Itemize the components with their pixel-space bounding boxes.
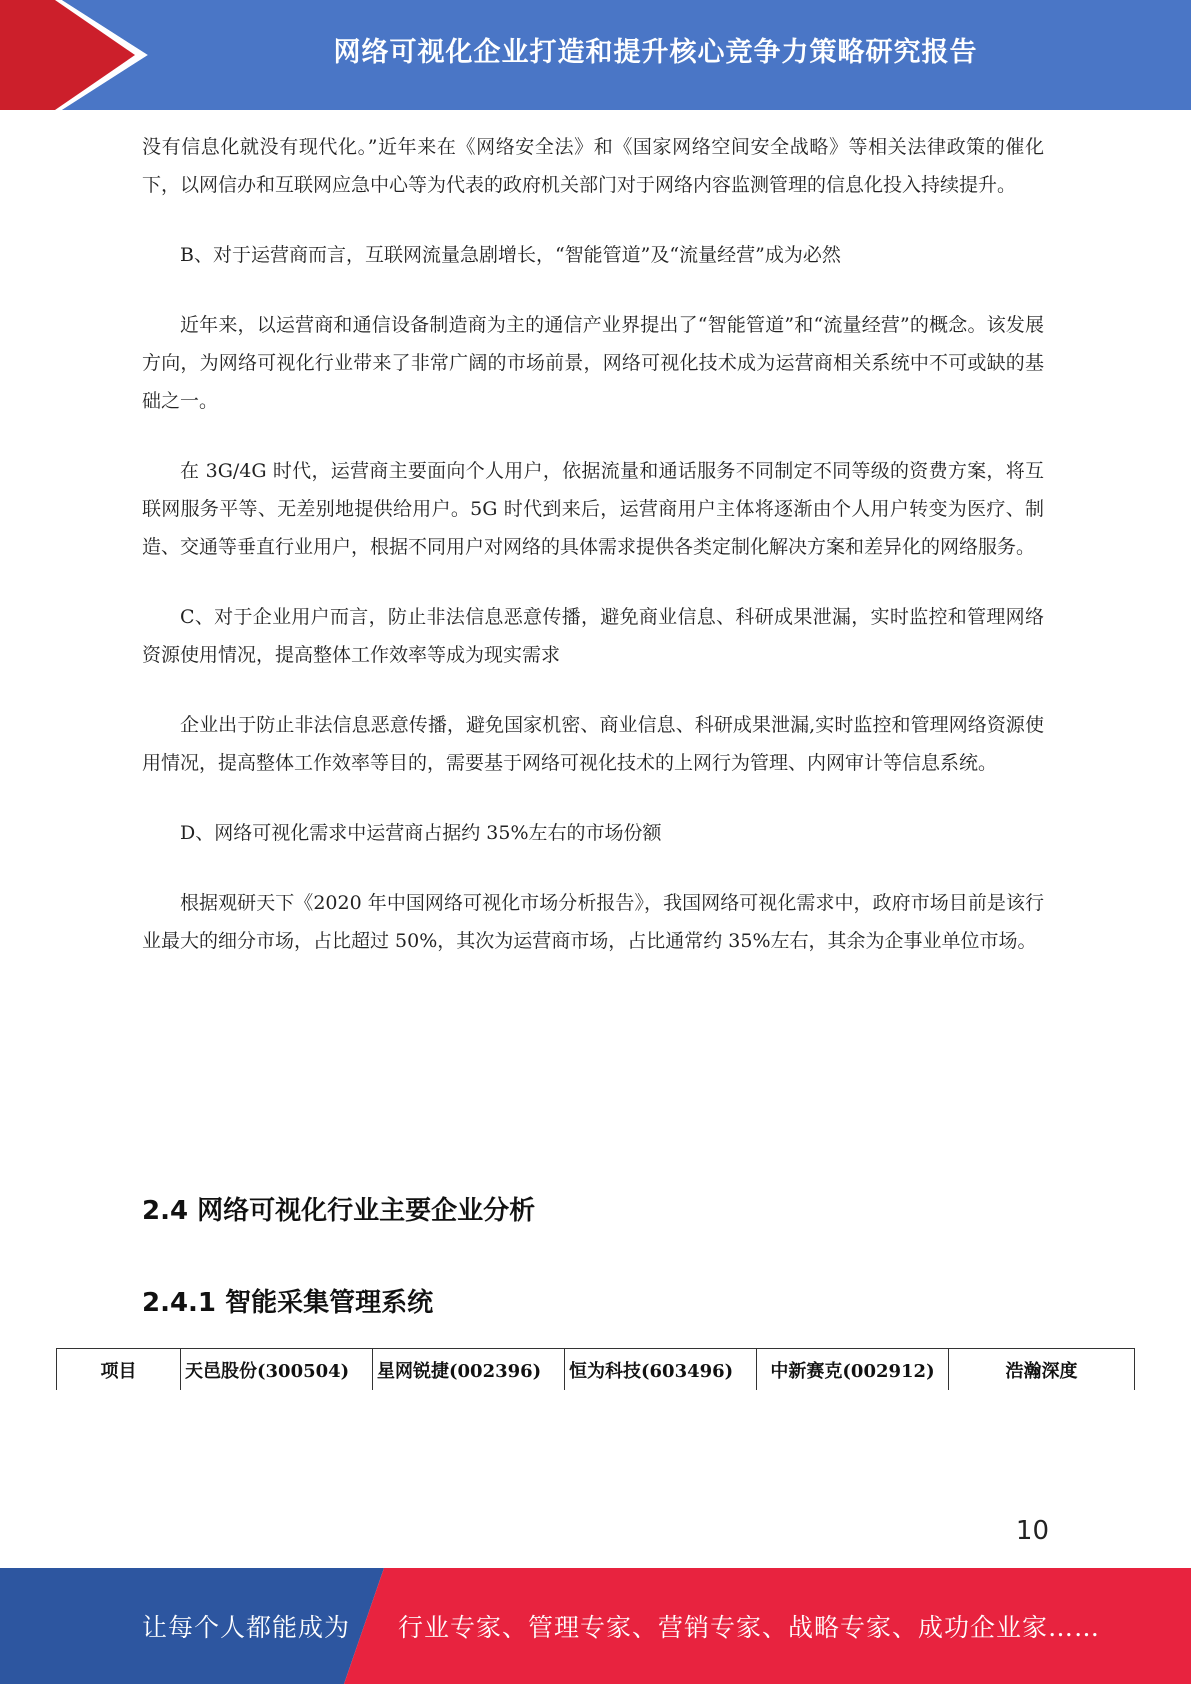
company-table (56, 1348, 1135, 1390)
table-header-cell: 恒为科技(603496) (565, 1349, 757, 1391)
table-header-row (57, 1349, 1135, 1391)
footer-slogan-left: 让每个人都能成为 (142, 1613, 351, 1642)
paragraph-c-heading: C、对于企业用户而言，防止非法信息恶意传播，避免商业信息、科研成果泄漏，实时监控和管理网络资源使用情况，提高整体工作效率等成为现实需求 (142, 606, 1044, 666)
body-content (142, 128, 1044, 992)
table-header-cell: 中新赛克(002912) (757, 1349, 949, 1391)
section-heading: 2.4 网络可视化行业主要企业分析 (142, 1196, 536, 1226)
paragraph-4: 企业出于防止非法信息恶意传播，避免国家机密、商业信息、科研成果泄漏,实时监控和管理网络资源使用情况，提高整体工作效率等目的，需要基于网络可视化技术的上网行为管理、内网审计等信息系统。 (142, 714, 1044, 774)
header-banner (0, 0, 1191, 110)
footer-slogan-right: 行业专家、管理专家、营销专家、战略专家、成功企业家…… (398, 1613, 1101, 1642)
page-number: 10 (1015, 1516, 1049, 1546)
table-header-cell: 项目 (57, 1349, 181, 1391)
report-title: 网络可视化企业打造和提升核心竞争力策略研究报告 (333, 36, 978, 68)
subsection-heading: 2.4.1 智能采集管理系统 (142, 1288, 434, 1318)
footer-banner (0, 1568, 1191, 1684)
table-header-cell: 星网锐捷(002396) (373, 1349, 565, 1391)
table-header-cell: 浩瀚深度 (949, 1349, 1135, 1391)
paragraph-2: 近年来，以运营商和通信设备制造商为主的通信产业界提出了“智能管道”和“流量经营”的概念。该发展方向，为网络可视化行业带来了非常广阔的市场前景，网络可视化技术成为运营商相关系统中不可或缺的基础之一。 (142, 314, 1044, 412)
paragraph-1: 没有信息化就没有现代化。”近年来在《网络安全法》和《国家网络空间安全战略》等相关法律政策的催化下，以网信办和互联网应急中心等为代表的政府机关部门对于网络内容监测管理的信息化投入持续提升。 (142, 136, 1044, 196)
paragraph-5: 根据观研天下《2020 年中国网络可视化市场分析报告》，我国网络可视化需求中，政府市场目前是该行业最大的细分市场，占比超过 50%，其次为运营商市场，占比通常约 35%左右，其余为企事业单位市场。 (142, 892, 1044, 952)
paragraph-b-heading: B、对于运营商而言，互联网流量急剧增长，“智能管道”及“流量经营”成为必然 (180, 244, 841, 266)
paragraph-d-heading: D、网络可视化需求中运营商占据约 35%左右的市场份额 (180, 822, 662, 844)
paragraph-3: 在 3G/4G 时代，运营商主要面向个人用户，依据流量和通话服务不同制定不同等级的资费方案，将互联网服务平等、无差别地提供给用户。5G 时代到来后，运营商用户主体将逐渐由个人用户转变为医疗、制造、交通等垂直行业用户，根据不同用户对网络的具体需求提供各类定制化解决方案和差异化的网络服务。 (142, 460, 1044, 558)
table-header-cell: 天邑股份(300504) (181, 1349, 373, 1391)
header-chevron-decoration (0, 0, 160, 110)
